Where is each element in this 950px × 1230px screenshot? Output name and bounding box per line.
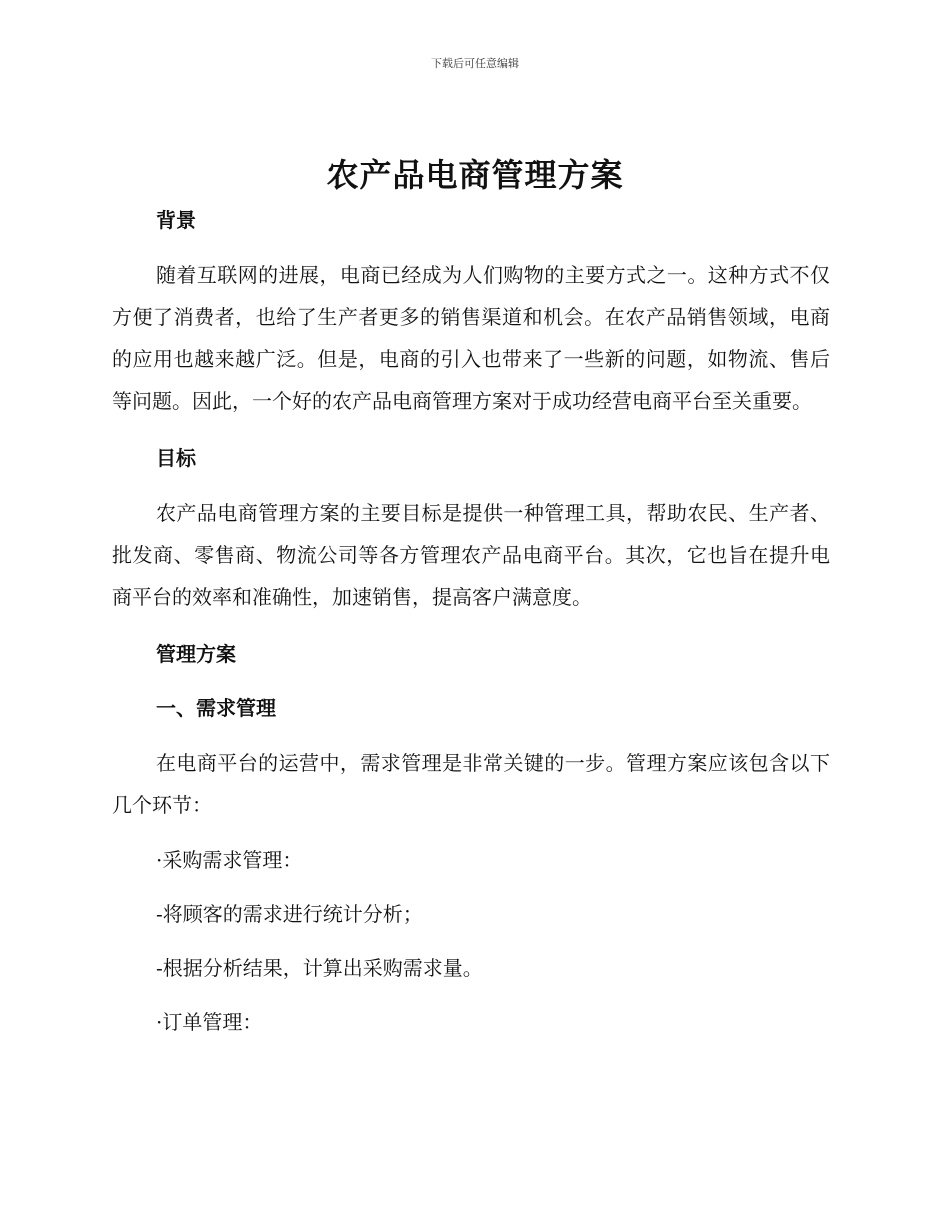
header-note: 下载后可任意编辑 bbox=[431, 57, 519, 70]
document-body bbox=[112, 200, 830, 1042]
list-item: -将顾客的需求进行统计分析； bbox=[156, 902, 423, 926]
paragraph-background: 随着互联网的进展，电商已经成为人们购物的主要方式之一。这种方式不仅方便了消费者，也给了生产者更多的销售渠道和机会。在农产品销售领域，电商的应用也越来越广泛。但是，电商的引入也带来了一些新的问题，如物流、售后等问题。因此，一个好的农产品电商管理方案对于成功经营电商平台至关重要。 bbox=[112, 263, 830, 413]
list-item: ·订单管理： bbox=[156, 1010, 263, 1034]
paragraph-goal: 农产品电商管理方案的主要目标是提供一种管理工具，帮助农民、生产者、批发商、零售商、物流公司等各方管理农产品电商平台。其次，它也旨在提升电商平台的效率和准确性，加速销售，提高客户满意度。 bbox=[112, 501, 830, 609]
sub-heading-demand-management: 一、需求管理 bbox=[156, 696, 276, 720]
list-item: -根据分析结果，计算出采购需求量。 bbox=[156, 956, 483, 980]
paragraph-demand-management: 在电商平台的运营中，需求管理是非常关键的一步。管理方案应该包含以下几个环节： bbox=[112, 751, 830, 817]
section-heading-goal: 目标 bbox=[156, 446, 196, 470]
section-heading-plan: 管理方案 bbox=[156, 642, 236, 666]
document-title: 农产品电商管理方案 bbox=[326, 156, 624, 194]
list-item: ·采购需求管理： bbox=[156, 848, 303, 872]
section-heading-background: 背景 bbox=[156, 208, 196, 232]
